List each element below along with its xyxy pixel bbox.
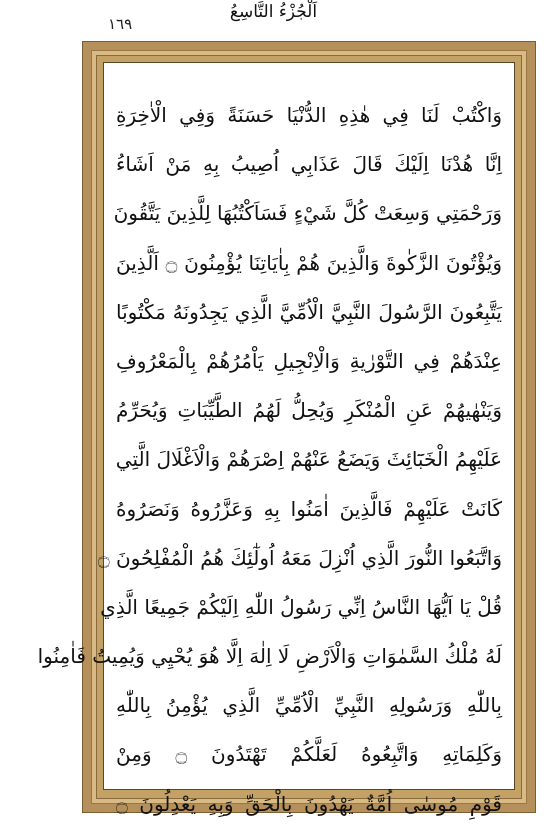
verse-line: لَهُ مُلْكُ السَّمٰوَاتِ وَالْاَرْضِ لَا اِلٰهَ اِلَّا هُوَ يُحْيِي وَيُمِيتُ فَاٰمِنُوا — [37, 644, 502, 669]
verse-line: عَلَيْهِمُ الْخَبَٓائِثَ وَيَضَعُ عَنْهُمْ اِصْرَهُمْ وَالْاَغْلَالَ الَّتِي — [115, 447, 502, 472]
verse-lines — [37, 91, 503, 829]
juz-title: اَلْجُزْءُ التَّاسِعُ — [229, 2, 318, 22]
verse-line: وَيُؤْتُونَ الزَّكٰوةَ وَالَّذِينَ هُمْ بِاٰيَاتِنَا يُؤْمِنُونَ ۝ اَلَّذِينَ — [116, 250, 503, 275]
verse-line: بِاللّٰهِ وَرَسُولِهِ النَّبِيِّ الْاُمِّيِّ الَّذِي يُؤْمِنُ بِاللّٰهِ — [116, 693, 502, 718]
verse-line: وَاكْتُبْ لَنَا فِي هٰذِهِ الدُّنْيَا حَسَنَةً وَفِي الْاٰخِرَةِ — [116, 103, 502, 127]
verse-line: اِنَّا هُدْنَا اِلَيْكَ قَالَ عَذَابِي اُصِيبُ بِهِ مَنْ اَشَاءُ — [116, 152, 502, 177]
verse-line: قَوْمِ مُوسٰى اُمَّةٌ يَهْدُونَ بِالْحَقِّ وَبِهِ يَعْدِلُونَ ۝ — [116, 791, 502, 816]
verse-line: وَيَنْهٰيهُمْ عَنِ الْمُنْكَرِ وَيُحِلُّ لَهُمُ الطَّيِّبَاتِ وَيُحَرِّمُ — [116, 398, 502, 423]
verse-line: يَتَّبِعُونَ الرَّسُولَ النَّبِيَّ الْاُمِّيَّ الَّذِي يَجِدُونَهُ مَكْتُوبًا — [116, 299, 502, 324]
verse-line: كَانَتْ عَلَيْهِمْ فَالَّذِينَ اٰمَنُوا بِهِ وَعَزَّرُوهُ وَنَصَرُوهُ — [116, 496, 502, 521]
page-number: ١٦٩ — [108, 15, 133, 33]
text-panel — [37, 63, 514, 816]
verse-line: وَكَلِمَاتِهِ وَاتَّبِعُوهُ لَعَلَّكُمْ تَهْتَدُونَ ۝ وَمِنْ — [116, 742, 502, 767]
verse-line: وَاتَّبَعُوا النُّورَ الَّذِي اُنْزِلَ مَعَهُ اُولٰٓئِكَ هُمُ الْمُفْلِحُونَ ۝ — [97, 545, 502, 570]
verse-line: وَرَحْمَتِي وَسِعَتْ كُلَّ شَيْءٍ فَسَاَكْتُبُهَا لِلَّذِينَ يَتَّقُونَ — [113, 201, 502, 226]
page-header — [0, 0, 547, 40]
verse-line: قُلْ يَا اَيُّهَا النَّاسُ اِنِّي رَسُولُ اللّٰهِ اِلَيْكُمْ جَمِيعًا الَّذِي — [100, 594, 502, 619]
verse-line: عِنْدَهُمْ فِي التَّوْرٰيةِ وَالْاِنْجِيلِ يَاْمُرُهُمْ بِالْمَعْرُوفِ — [116, 348, 502, 373]
